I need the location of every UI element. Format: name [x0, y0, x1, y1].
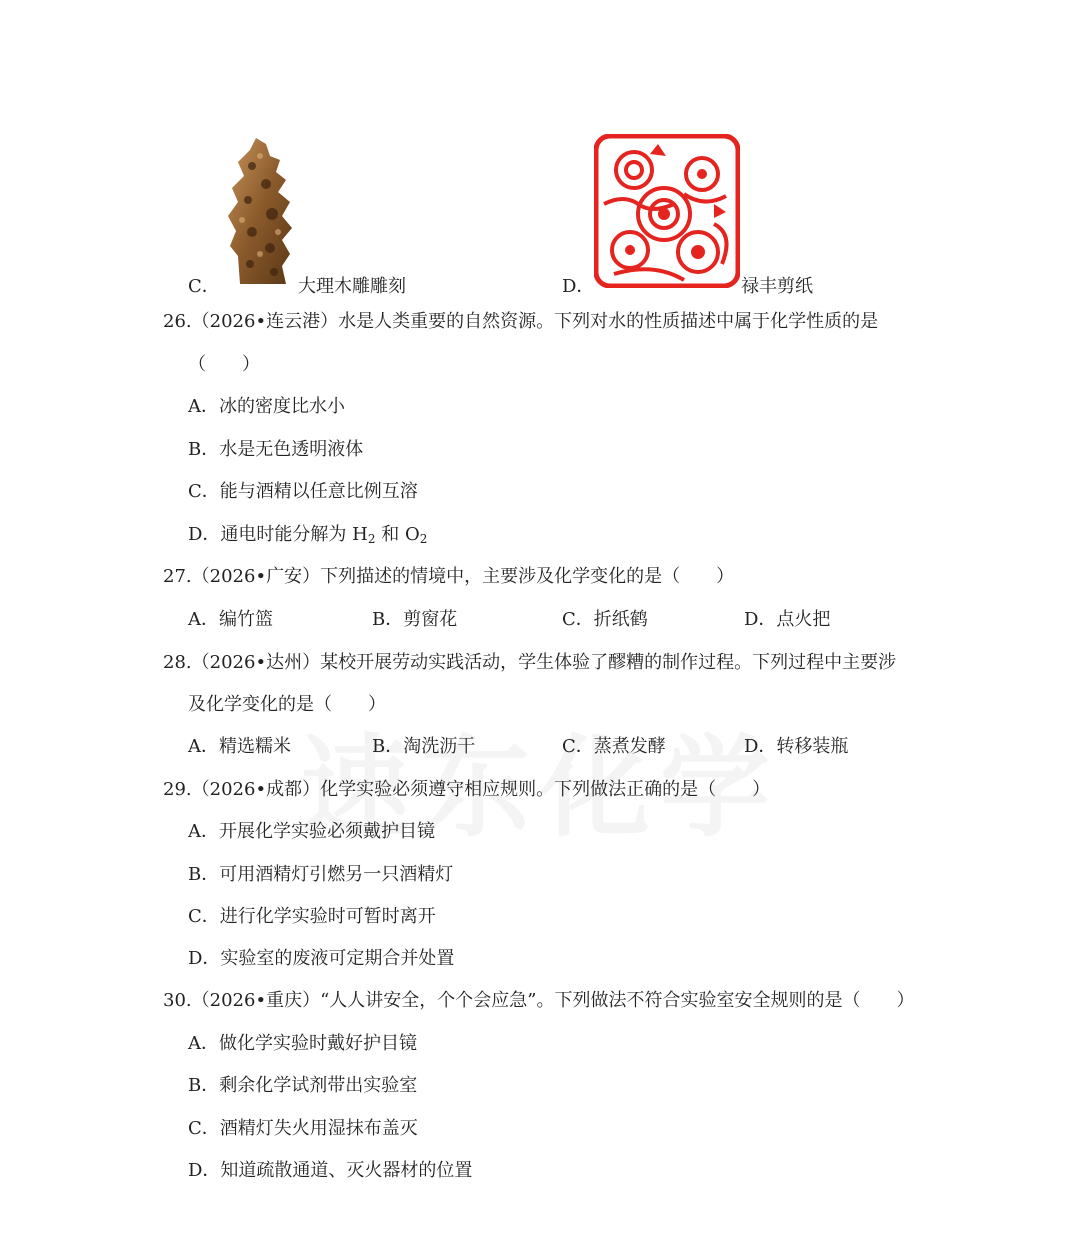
q29-option-c: C．进行化学实验时可暂时离开 — [188, 906, 436, 927]
q26-option-d — [188, 526, 427, 545]
q28-number: 28. — [163, 652, 192, 673]
q30-option-c: C．酒精灯失火用湿抹布盖灭 — [188, 1118, 418, 1139]
q29-option-d: D．实验室的废液可定期合并处置 — [188, 948, 455, 969]
q28-option-a: A．精选糯米 — [188, 736, 291, 757]
q29-option-b: B．可用酒精灯引燃另一只酒精灯 — [188, 864, 454, 885]
q30-option-b: B．剩余化学试剂带出实验室 — [188, 1075, 418, 1096]
q26-option-d-mid: 和 O — [375, 524, 420, 545]
q27-option-d: D．点火把 — [744, 609, 831, 630]
q26-option-c: C．能与酒精以任意比例互溶 — [188, 481, 418, 502]
q29-number: 29. — [163, 779, 192, 800]
q29-stem — [163, 781, 770, 799]
q26-stem — [163, 313, 878, 331]
q26-number: 26. — [163, 311, 192, 332]
q27-number: 27. — [163, 566, 192, 587]
q25-option-d-letter: D． — [562, 276, 595, 297]
q30-stem-text: （2026•重庆）“人人讲安全，个个会应急”。下列做法不符合实验室安全规则的是（ ） — [191, 990, 915, 1011]
q27-option-c: C．折纸鹤 — [562, 609, 648, 630]
q25-option-d-text: 禄丰剪纸 — [741, 276, 813, 297]
q26-stem-text: （2026•连云港）水是人类重要的自然资源。下列对水的性质描述中属于化学性质的是 — [191, 311, 879, 332]
q26-option-b: B．水是无色透明液体 — [188, 439, 364, 460]
q27-option-a: A．编竹篮 — [188, 609, 273, 630]
q26-blank: （ ） — [188, 354, 260, 375]
q27-stem — [163, 568, 734, 586]
q26-option-a: A．冰的密度比水小 — [188, 396, 345, 417]
q28-option-c: C．蒸煮发酵 — [562, 736, 666, 757]
q28-stem — [163, 654, 896, 672]
q30-number: 30. — [163, 990, 192, 1011]
q26-option-d-sub2: 2 — [419, 532, 428, 546]
q29-option-a: A．开展化学实验必须戴护目镜 — [188, 821, 435, 842]
q28-option-d: D．转移装瓶 — [744, 736, 849, 757]
q30-stem — [163, 992, 914, 1010]
q28-stem-line2: 及化学变化的是（ ） — [188, 694, 386, 715]
paper-cut-image — [594, 134, 740, 288]
q26-option-d-prefix: D．通电时能分解为 H — [188, 524, 368, 545]
q27-option-b: B．剪窗花 — [372, 609, 458, 630]
q27-stem-text: （2026•广安）下列描述的情境中，主要涉及化学变化的是（ ） — [191, 566, 735, 587]
q26-option-d-sub1: 2 — [367, 532, 376, 546]
q29-stem-text: （2026•成都）化学实验必须遵守相应规则。下列做法正确的是（ ） — [191, 779, 771, 800]
q30-option-d: D．知道疏散通道、灭火器材的位置 — [188, 1160, 473, 1181]
q28-option-b: B．淘洗沥干 — [372, 736, 476, 757]
q28-stem-text: （2026•达州）某校开展劳动实践活动，学生体验了醪糟的制作过程。下列过程中主要涉 — [191, 652, 897, 673]
q30-option-a: A．做化学实验时戴好护目镜 — [188, 1033, 417, 1054]
wood-carving-image — [222, 136, 298, 286]
q25-option-c-text: 大理木雕雕刻 — [298, 276, 406, 297]
q25-option-c-letter: C． — [188, 276, 220, 297]
